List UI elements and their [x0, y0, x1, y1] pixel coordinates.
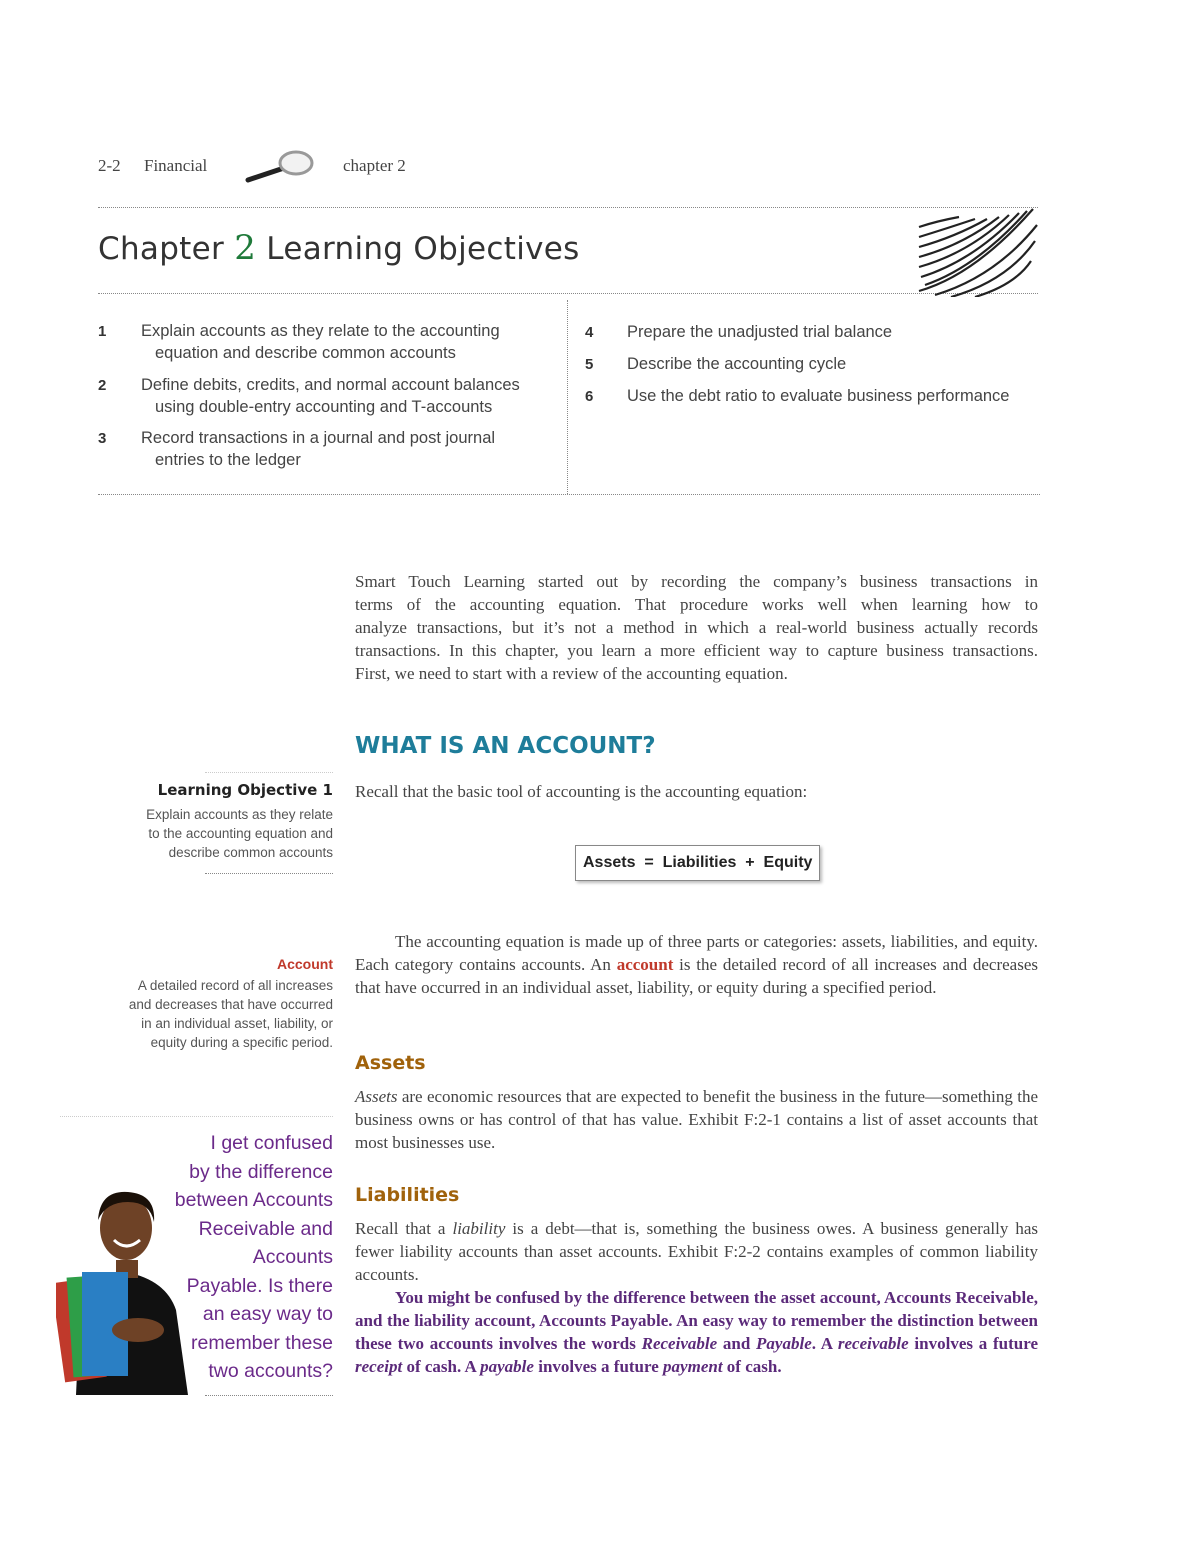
- definition-line: in an individual asset, liability, or: [141, 1016, 333, 1031]
- definition-line: and decreases that have occurred: [128, 997, 333, 1012]
- objective-number: 2: [98, 377, 107, 394]
- objective-line: Define debits, credits, and normal account balances: [141, 376, 520, 394]
- emphasis: receivable: [837, 1334, 909, 1353]
- intro-line: Smart Touch Learning started out by recording the company’s business transactions in: [355, 572, 1038, 591]
- account-paragraph: [355, 930, 1038, 999]
- intro-line: First, we need to start with a review of the accounting equation.: [355, 664, 788, 683]
- objective-item: Prepare the unadjusted trial balance: [627, 323, 893, 341]
- paragraph-text: are economic resources that are expected to benefit the business in the future—something the business owns or has control of that has value. Exhibit F:2-1 contains a list of asset accounts that most businesses use.: [355, 1087, 1038, 1152]
- lo-line: to the accounting equation and: [148, 826, 333, 841]
- callout-text: You might be confused by the difference between the asset account, Accounts Receivable, and the liability account, Accounts Payable. An easy way to remember the distinction between these two accounts involves the words: [355, 1288, 1038, 1353]
- divider: [60, 1116, 333, 1117]
- page-number: 2-2: [98, 156, 121, 175]
- question-line: two accounts?: [208, 1360, 333, 1382]
- objective-item: Use the debt ratio to evaluate business performance: [627, 387, 1010, 405]
- divider: [205, 873, 333, 874]
- key-term: liability: [452, 1219, 506, 1238]
- objective-item: [141, 427, 495, 471]
- objective-item: [141, 320, 500, 364]
- divider: [205, 772, 333, 773]
- definition-line: equity during a specific period.: [150, 1035, 333, 1050]
- chapter-number: 2: [234, 228, 257, 268]
- magnifier-icon: [244, 148, 316, 184]
- fingerprint-icon: [915, 205, 1039, 297]
- objective-line: Explain accounts as they relate to the accounting: [141, 322, 500, 340]
- objective-number: 1: [98, 323, 107, 340]
- question-line: Accounts: [252, 1246, 333, 1268]
- student-photo: [56, 1180, 196, 1395]
- section-heading: WHAT IS AN ACCOUNT?: [355, 733, 656, 759]
- glossary-definition: [90, 976, 333, 1052]
- emphasis: payment: [663, 1357, 723, 1376]
- callout-text: and: [717, 1334, 757, 1353]
- assets-paragraph: [355, 1085, 1038, 1154]
- emphasis: Receivable: [641, 1334, 718, 1353]
- question-line: between Accounts: [174, 1189, 333, 1211]
- question-line: by the difference: [189, 1160, 333, 1183]
- question-line: I get confused: [210, 1132, 333, 1154]
- paragraph-text: Recall that a: [355, 1219, 453, 1238]
- callout-text: of cash. A: [402, 1357, 481, 1376]
- question-line: Receivable and: [198, 1217, 333, 1240]
- emphasis: payable: [480, 1357, 534, 1376]
- recall-text: Recall that the basic tool of accounting is the accounting equation:: [355, 782, 808, 801]
- chapter-label: chapter 2: [343, 156, 406, 175]
- callout-text: involves a future: [533, 1357, 664, 1376]
- liabilities-heading: Liabilities: [355, 1184, 460, 1206]
- divider: [98, 293, 1038, 294]
- objective-line: equation and describe common accounts: [155, 344, 456, 362]
- glossary-term: Account: [277, 956, 333, 972]
- objective-item: Describe the accounting cycle: [627, 355, 847, 373]
- question-line: Payable. Is there: [186, 1274, 333, 1297]
- title-prefix: Chapter: [98, 231, 225, 267]
- divider: [98, 207, 1038, 208]
- paragraph-text: is the detailed record of all increases and decreases that have occurred in an individual asset, liability, or equity during a specified period.: [355, 955, 1038, 997]
- column-divider: [567, 300, 568, 494]
- liabilities-paragraph: [355, 1217, 1038, 1286]
- learning-objective-label: Learning Objective 1: [157, 781, 333, 799]
- objective-number: 3: [98, 430, 107, 447]
- objective-line: Record transactions in a journal and post journal: [141, 429, 496, 447]
- intro-paragraph: [355, 570, 1038, 685]
- key-term: Assets: [355, 1087, 398, 1106]
- paragraph-text: The accounting equation is made up of three parts or categories: assets, liabilities, and equity. Each category contains accounts. An: [355, 932, 1038, 974]
- objective-number: 4: [585, 324, 594, 341]
- callout-text: involves a future: [908, 1334, 1038, 1353]
- paragraph-text: is a debt—that is, something the business owes. A business generally has fewer liability accounts than asset accounts. Exhibit F:2-2 contains examples of common liability accounts.: [355, 1219, 1038, 1284]
- objective-line: using double-entry accounting and T-accounts: [155, 398, 493, 416]
- key-term: account: [616, 955, 674, 974]
- equation-box: Assets = Liabilities + Equity: [575, 845, 820, 881]
- intro-line: analyze transactions, but it’s not a method in which a real-world business actually records: [355, 618, 1038, 637]
- intro-line: terms of the accounting equation. That procedure works well when learning how to: [355, 595, 1038, 614]
- objective-item: [141, 374, 520, 418]
- objective-number: 5: [585, 356, 594, 373]
- question-line: remember these: [191, 1331, 333, 1354]
- section-name: Financial: [144, 156, 208, 175]
- definition-line: A detailed record of all increases: [137, 978, 333, 993]
- callout-answer: [355, 1286, 1038, 1378]
- emphasis: Payable: [756, 1334, 812, 1353]
- learning-objective-text: [100, 805, 333, 862]
- divider: [205, 1395, 333, 1396]
- callout-text: of cash.: [722, 1357, 782, 1376]
- callout-text: . A: [811, 1334, 838, 1353]
- objective-line: entries to the ledger: [155, 451, 301, 469]
- intro-line: transactions. In this chapter, you learn a more efficient way to capture business transactions.: [355, 641, 1038, 660]
- objective-number: 6: [585, 388, 594, 405]
- lo-line: describe common accounts: [168, 845, 333, 860]
- divider: [98, 494, 1040, 495]
- title-suffix: Learning Objectives: [266, 231, 580, 267]
- assets-heading: Assets: [355, 1052, 426, 1074]
- emphasis: receipt: [355, 1357, 403, 1376]
- page-title: [98, 228, 580, 268]
- question-line: an easy way to: [202, 1303, 333, 1325]
- lo-line: Explain accounts as they relate: [146, 807, 333, 822]
